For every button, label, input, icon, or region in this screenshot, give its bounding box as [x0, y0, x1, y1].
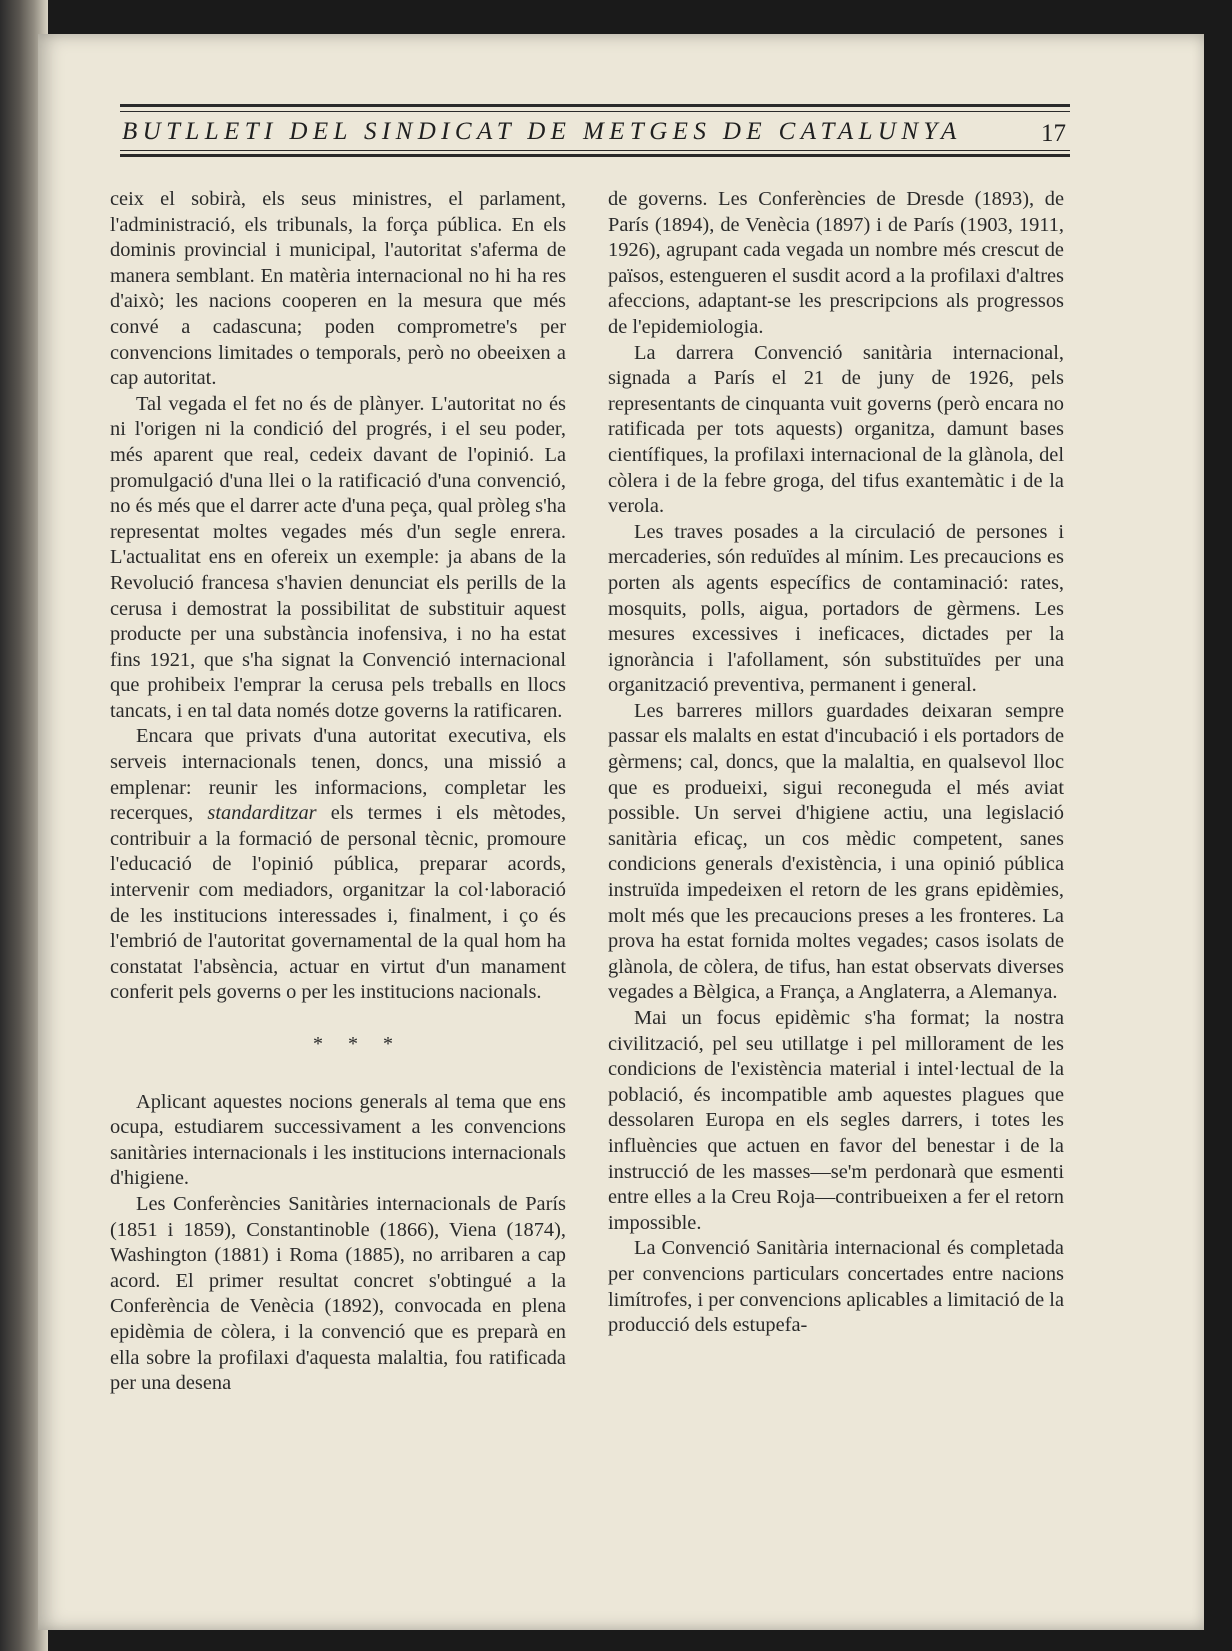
right-column [608, 187, 1064, 1339]
journal-title: BUTLLETI DEL SINDICAT DE METGES DE CATALUNYA [122, 118, 962, 145]
paragraph-text: els termes i els mètodes, contribuir a la formació de personal tècnic, promoure l'educació de l'opinió pública, preparar acords, intervenir com mediadors, organitzar la col·laboració de les institucions interessades i, finalment, i ço és l'embrió de l'autoritat governamental de la qual hom ha constatat l'absència, actuar en virtut d'un manament conferit pels governs o per les institucions nacionals. [110, 802, 566, 1004]
paragraph: Aplicant aquestes nocions generals al tema que ens ocupa, estudiarem successivament a les convencions sanitàries internacionals i les institucions internacionals d'higiene. [110, 1090, 566, 1190]
paragraph: Mai un focus epidèmic s'ha format; la nostra civilització, pel seu utillatge i pel millorament de les condicions de l'existència material i intel·lectual de la població, és incompatible amb aquestes plagues que dessolaren Europa en els segles darrers, i totes les influències que actuen en favor del benestar i de la instrucció de les masses—se'm perdonarà que esmenti entre elles a la Creu Roja—contribueixen a fer el retorn impossible. [608, 1007, 1064, 1234]
header-rule-top-thick [120, 104, 1070, 107]
header-rule-top-thin [120, 111, 1070, 112]
paragraph: ceix el sobirà, els seus ministres, el parlament, l'administració, els tribunals, la força pública. En els dominis provincial i municipal, l'autoritat s'aferma de manera semblant. En matèria internacional no hi ha res d'això; les nacions cooperen en la mesura que més convé a cadascuna; poden comprometre's per convencions limitades o temporals, però no obeeixen a cap autoritat. [110, 188, 566, 390]
left-column [110, 187, 566, 1397]
paragraph: de governs. Les Conferències de Dresde (1893), de París (1894), de Venècia (1897) i de París (1903, 1911, 1926), agrupant cada vegada un nombre més crescut de països, estengueren el susdit acord a la profilaxi d'altres afeccions, adaptant-se les prescripcions als progressos de l'epidemiologia. [608, 188, 1064, 338]
page-number: 17 [1041, 120, 1066, 147]
section-separator: * * * [313, 1033, 403, 1055]
header-rule-bottom-thick [120, 154, 1070, 157]
paragraph: La Convenció Sanitària internacional és completada per convencions particulars concertades entre nacions limítrofes, i per convencions aplicables a limitació de la producció dels estupefa- [608, 1237, 1064, 1337]
paragraph [110, 724, 566, 1006]
italic-term: standarditzar [207, 802, 317, 825]
paragraph: Les Conferències Sanitàries internacionals de París (1851 i 1859), Constantinoble (1866), Viena (1874), Washington (1881) i Roma (1885), no arribaren a cap acord. El primer resultat concret s'obtingué a la Conferència de Venècia (1892), convocada en plena epidèmia de còlera, i la convenció que es preparà en ella sobre la profilaxi d'aquesta malaltia, fou ratificada per una desena [110, 1192, 566, 1395]
paragraph-text: Encara que privats d'una autoritat executiva, els serveis internacionals tenen, doncs, una missió a emplenar: reunir les informacions, completar les recerques, [110, 725, 566, 825]
paragraph: La darrera Convenció sanitària internacional, signada a París el 21 de juny de 1926, pels representants de cinquanta vuit governs (però encara no ratificada per tots aquests) organitza, damunt bases científiques, la profilaxi internacional de la glànola, del còlera i de la febre groga, del tifus exantemàtic i de la verola. [608, 341, 1064, 518]
paragraph: Les traves posades a la circulació de persones i mercaderies, són reduïdes al mínim. Les precaucions es porten als agents específics de contaminació: rates, mosquits, polls, aigua, portadors de gèrmens. Les mesures excessives i ineficaces, dictades per la ignorància i l'afollament, són substituïdes per una organització preventiva, permanent i general. [608, 520, 1064, 697]
paragraph: Tal vegada el fet no és de plànyer. L'autoritat no és ni l'origen ni la condició del progrés, i el seu poder, més aparent que real, cedeix davant de l'opinió. La promulgació d'una llei o la ratificació d'una convenció, no és més que el darrer acte d'una peça, qual pròleg s'ha representat moltes vegades més d'un segle enrera. L'actualitat ens en ofereix un exemple: ja abans de la Revolució francesa s'havien denunciat els perills de la cerusa i demostrat la possibilitat de substituir aquest producte per una substància inofensiva, i no ha estat fins 1921, que s'ha signat la Convenció internacional que prohibeix l'emprar la cerusa pels treballs en llocs tancats, i en tal data només dotze governs la ratificaren. [110, 392, 566, 722]
running-header [120, 104, 1070, 160]
header-rule-bottom-thin [120, 150, 1070, 151]
paragraph: Les barreres millors guardades deixaran sempre passar els malalts en estat d'incubació i els portadors de gèrmens; cal, doncs, que la malaltia, en qualsevol lloc que es produeixi, sigui reconeguda el més aviat possible. Un servei d'higiene actiu, una legislació sanitària eficaç, un cos mèdic competent, sanes condicions generals d'existència, i una opinió pública instruïda impedeixen el retorn de les grans epidèmies, molt més que les precaucions preses a les fronteres. La prova ha estat fornida moltes vegades; casos isolats de glànola, de còlera, de tifus, han estat observats diverses vegades a Bèlgica, a França, a Anglaterra, a Alemanya. [608, 699, 1064, 1004]
